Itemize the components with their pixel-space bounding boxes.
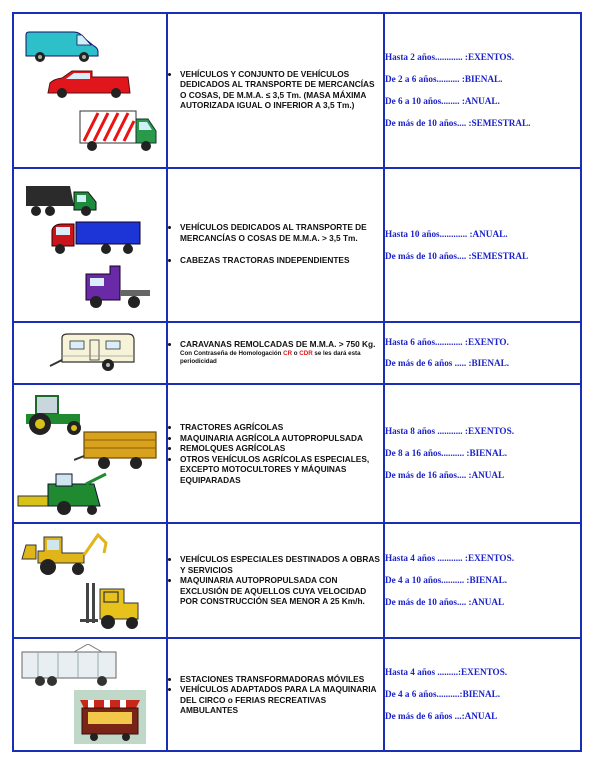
forklift-icon [80,579,154,631]
caravan-icon [48,332,140,374]
car-van-icon [44,67,134,101]
inspection-period: De 4 a 10 años.......... :BIENAL. [385,575,507,585]
homologation-note-mid: o [292,350,300,358]
vehicle-images-cell [13,168,167,322]
farm-trailer-icon [74,430,160,472]
vehicle-category-item: • ESTACIONES TRANSFORMADORAS MÓVILES [180,674,383,685]
vehicle-category-cell [167,13,384,168]
vehicle-category-cell [167,322,384,384]
table-row [13,13,581,168]
table-row [13,384,581,523]
vehicle-category-item: • CABEZAS TRACTORAS INDEPENDIENTES [180,255,383,266]
vehicle-images-cell [13,384,167,523]
vehicle-category-cell [167,638,384,751]
vehicle-category-item: • REMOLQUES AGRÍCOLAS [180,443,383,454]
homologation-note [180,350,383,365]
inspection-period: De más de 16 años.... :ANUAL [385,470,505,480]
vehicle-category-item: • VEHÍCULOS DEDICADOS AL TRANSPORTE DE MERCANCÍAS O COSAS DE M.M.A. > 3,5 Tm. [180,222,383,243]
homologation-note-suffix: se les dará esta periodicidad [180,350,361,365]
inspection-periods-cell [384,13,581,168]
table-row [13,168,581,322]
vehicle-category-item: • MAQUINARIA AUTOPROPULSADA CON EXCLUSIÓN DE AQUELLOS CUYA VELOCIDAD POR CONSTRUCCIÓN SEA MENOR A 25 Km/h. [180,575,383,607]
inspection-periods-cell [384,322,581,384]
inspection-period: Hasta 6 años............ :EXENTO. [385,337,509,347]
backhoe-loader-icon [18,529,110,577]
vehicle-category-item: • VEHÍCULOS ADAPTADOS PARA LA MAQUINARIA DEL CIRCO o FERIAS RECREATIVAS AMBULANTES [180,684,383,716]
vehicle-images-cell [13,638,167,751]
vehicle-category-item: • VEHÍCULOS Y CONJUNTO DE VEHÍCULOS DEDICADOS AL TRANSPORTE DE MERCANCÍAS O COSAS, DE M.M.A. ≤ 3,5 Tm. (MASA MÁXIMA AUTORIZADA IGUAL O INFERIOR A 3,5 Tm.) [180,69,383,111]
table-row [13,638,581,751]
inspection-period: Hasta 8 años ........... :EXENTOS. [385,426,514,436]
inspection-periods-cell [384,523,581,638]
inspection-periods-cell [384,638,581,751]
homologation-note-prefix: Con Contraseña de Homologación [180,350,284,358]
box-truck-icon [76,107,160,155]
itv-periodicity-table-sheet [12,12,580,752]
inspection-period: De 2 a 6 años.......... :BIENAL. [385,74,503,84]
vehicle-category-item [180,339,383,366]
table-row [13,523,581,638]
mobile-station-trailer-icon [18,644,120,690]
vehicle-category-cell [167,384,384,523]
vehicle-category-cell [167,523,384,638]
tractor-unit-icon [80,260,156,310]
homologation-code-cr: CR [283,350,293,358]
vehicle-images-cell [13,322,167,384]
vehicle-images-cell [13,13,167,168]
inspection-period: De más de 6 años ..... :BIENAL. [385,358,510,368]
vehicle-category-text: CARAVANAS REMOLCADAS DE M.M.A. > 750 Kg. [180,338,376,349]
inspection-period: De 6 a 10 años........ :ANUAL. [385,96,500,106]
inspection-periods-cell [384,384,581,523]
combine-harvester-icon [16,472,110,516]
vehicle-category-item: • MAQUINARIA AGRÍCOLA AUTOPROPULSADA [180,433,383,444]
inspection-period: Hasta 4 años .........:EXENTOS. [385,667,508,677]
inspection-period: De 4 a 6 años..........:BIENAL. [385,689,501,699]
vehicle-category-item: • VEHÍCULOS ESPECIALES DESTINADOS A OBRAS Y SERVICIOS [180,554,383,575]
inspection-period: Hasta 2 años............ :EXENTOS. [385,52,514,62]
dump-truck-icon [22,180,102,220]
vehicle-category-item: • OTROS VEHÍCULOS AGRÍCOLAS ESPECIALES, EXCEPTO MOTOCULTORES Y MÁQUINAS EQUIPARADAS [180,454,383,486]
table-row [13,322,581,384]
vehicle-category-item: • TRACTORES AGRÍCOLAS [180,422,383,433]
fair-booth-trailer-icon [74,690,146,744]
van-icon [22,29,102,65]
homologation-code-cdr: CDR [299,350,313,358]
vehicle-images-cell [13,523,167,638]
inspection-period: De más de 6 años ...:ANUAL [385,711,498,721]
inspection-periods-cell [384,168,581,322]
itv-periodicity-table [12,12,582,752]
articulated-truck-icon [48,218,144,258]
inspection-period: De más de 10 años.... :SEMESTRAL [385,250,529,261]
vehicle-category-cell [167,168,384,322]
inspection-period: De 8 a 16 años.......... :BIENAL. [385,448,507,458]
inspection-period: Hasta 10 años............ :ANUAL. [385,228,508,239]
inspection-period: De más de 10 años.... :SEMESTRAL. [385,118,531,128]
inspection-period: De más de 10 años.... :ANUAL [385,597,505,607]
inspection-period: Hasta 4 años ........... :EXENTOS. [385,553,514,563]
